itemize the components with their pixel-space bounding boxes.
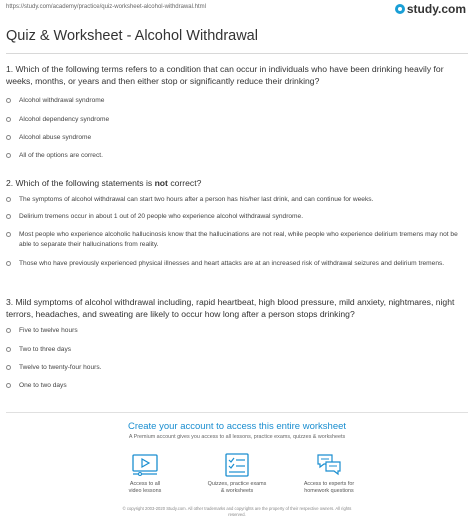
q2-option-4[interactable]: Those who have previously experienced physical illnesses and heart attacks are at an increased risk of withdrawal seizures and delirium tremens. <box>6 259 468 269</box>
top-bar <box>0 0 474 20</box>
radio-icon[interactable] <box>6 328 11 333</box>
question-1: 1. Which of the following terms refers to a condition that can occur in individuals who have been drinking heavily for weeks, months, or years and then either stop or significantly reduce their drinking? <box>6 64 444 86</box>
radio-icon[interactable] <box>6 261 11 266</box>
radio-icon[interactable] <box>6 153 11 158</box>
q3-option-2[interactable]: Two to three days <box>6 345 468 355</box>
radio-icon[interactable] <box>6 197 11 202</box>
feature-experts <box>284 452 374 495</box>
feature-label-line1: Quizzes, practice exams <box>207 481 267 487</box>
cta-divider <box>6 412 468 413</box>
study-logo[interactable] <box>395 2 466 16</box>
q1-option-1[interactable]: Alcohol withdrawal syndrome <box>6 96 468 106</box>
q2-option-1[interactable]: The symptoms of alcohol withdrawal can start two hours after a person has his/her last drink, and can continue for weeks. <box>6 195 468 205</box>
radio-icon[interactable] <box>6 232 11 237</box>
q3-option-1[interactable]: Five to twelve hours <box>6 326 468 336</box>
radio-icon[interactable] <box>6 383 11 388</box>
radio-icon[interactable] <box>6 214 11 219</box>
question-2: 2. Which of the following statements is not correct? <box>6 178 202 188</box>
q3-option-4[interactable]: One to two days <box>6 381 468 391</box>
feature-video-lessons <box>100 452 190 495</box>
page-title: Quiz & Worksheet - Alcohol Withdrawal <box>6 28 258 44</box>
title-divider <box>6 53 468 54</box>
q1-option-4[interactable]: All of the options are correct. <box>6 151 468 161</box>
q1-option-2[interactable]: Alcohol dependency syndrome <box>6 115 468 125</box>
video-icon <box>131 452 159 478</box>
quiz-icon <box>223 452 251 478</box>
feature-label-line1: Access to experts for <box>303 481 355 487</box>
q2-option-2[interactable]: Delirium tremens occur in about 1 out of 20 people who experience alcohol withdrawal syndrome. <box>6 212 468 222</box>
question-3: 3. Mild symptoms of alcohol withdrawal including, rapid heartbeat, high blood pressure, mild anxiety, nightmares, night terrors, headaches, and sweating are likely to occur how long after a person stops drinking? <box>6 297 455 319</box>
feature-label-line2: video lessons <box>128 488 162 494</box>
feature-label-line2: homework questions <box>304 488 354 494</box>
create-account-link[interactable]: Create your account to access this entire worksheet <box>127 421 347 432</box>
study-logo-icon <box>395 4 405 14</box>
feature-quizzes <box>192 452 282 495</box>
q1-option-3[interactable]: Alcohol abuse syndrome <box>6 133 468 143</box>
cta-subtitle: A Premium account gives you access to all lessons, practice exams, quizzes & worksheets <box>128 434 346 440</box>
feature-label-line1: Access to all <box>129 481 161 487</box>
radio-icon[interactable] <box>6 347 11 352</box>
q3-option-3[interactable]: Twelve to twenty-four hours. <box>6 363 468 373</box>
study-logo-text: study.com <box>406 2 466 16</box>
page-url[interactable]: https://study.com/academy/practice/quiz-worksheet-alcohol-withdrawal.html <box>6 4 206 10</box>
copyright-footer <box>0 506 474 518</box>
radio-icon[interactable] <box>6 98 11 103</box>
chat-icon <box>315 452 343 478</box>
feature-label-line2: & worksheets <box>220 488 254 494</box>
footer-line1: © copyright 2003-2020 Study.com. All other trademarks and copyrights are the property of their respective owners. All rights <box>122 506 352 511</box>
q2-option-3[interactable]: Most people who experience alcoholic hallucinosis know that the hallucinations are not real, while people who experience delirium tremens may not be able to separate their hallucinations from reality. <box>6 230 468 250</box>
radio-icon[interactable] <box>6 117 11 122</box>
radio-icon[interactable] <box>6 365 11 370</box>
radio-icon[interactable] <box>6 135 11 140</box>
footer-line2: reserved. <box>228 512 246 517</box>
